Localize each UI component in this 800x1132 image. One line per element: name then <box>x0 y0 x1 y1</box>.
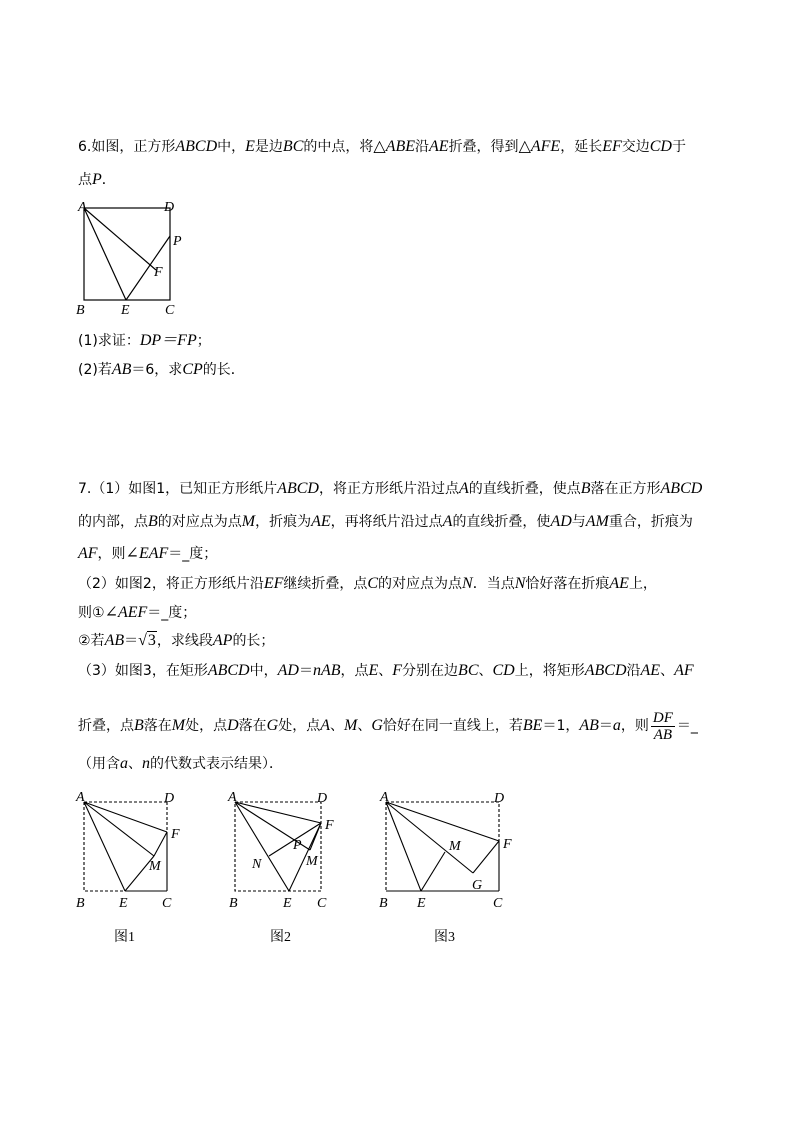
text-span: 、 <box>128 756 142 772</box>
text-span: 上，将矩形 <box>514 663 585 679</box>
text-span: ＝_度； <box>168 546 218 562</box>
q6-intro-line <box>78 137 686 157</box>
q6-text: (2)若 <box>78 362 112 378</box>
fig3-label-f: F <box>503 837 512 852</box>
text-span: 3 <box>147 632 156 649</box>
angle-symbol: ∠ <box>104 604 118 621</box>
text-span: ＝1， <box>542 718 580 734</box>
text-span: M <box>171 717 186 734</box>
q6-text: (1)求证： <box>78 333 140 349</box>
q6-label-p: P <box>173 234 182 249</box>
text-span: AB <box>579 717 599 734</box>
text-span: ＝ <box>598 718 613 734</box>
text-span: 分别在边 <box>402 663 459 679</box>
q6-text: 沿 <box>415 139 430 155</box>
text-span: BC <box>458 662 479 679</box>
text-span: 、 <box>378 663 393 679</box>
text-span: 中， <box>249 663 278 679</box>
text-span: 的直线折叠，使点 <box>468 481 581 497</box>
q6-segment-ep <box>126 236 170 300</box>
fig1-segment-am <box>84 802 154 856</box>
text-span: ＝ <box>298 663 313 679</box>
text-span: 、 <box>357 718 372 734</box>
fig3-segment-em <box>421 852 445 891</box>
fig2-label-c: C <box>317 896 327 911</box>
q6-text: ＝6，求 <box>131 362 183 378</box>
fig2-label-n: N <box>252 857 262 872</box>
fig3-label-c: C <box>493 896 503 911</box>
text-span: 、 <box>330 718 345 734</box>
text-span: 的内部，点 <box>78 514 148 530</box>
q6-text: ． <box>101 172 116 188</box>
text-span: nAB <box>312 662 341 679</box>
text-span: A <box>442 513 453 530</box>
text-span: ABCD <box>584 662 627 679</box>
fig2-label-a: A <box>228 790 237 805</box>
text-span: ，则 <box>620 718 649 734</box>
fig3-segment-gf <box>473 841 499 873</box>
text-span: （用含 <box>78 756 120 772</box>
q7-figure-3 <box>375 788 515 913</box>
text-span: 处，点 <box>278 718 321 734</box>
text-span: 、 <box>478 663 493 679</box>
text-span: D <box>227 717 239 734</box>
q6-text: ，延长 <box>560 139 603 155</box>
text-span: 沿 <box>626 663 641 679</box>
text-span: ，折痕为 <box>255 514 312 530</box>
q6-text: 是边 <box>254 139 283 155</box>
text-span: AF <box>674 662 694 679</box>
q6-figure <box>70 198 190 318</box>
text-span: AF <box>78 545 98 562</box>
q7-line-8 <box>78 708 698 744</box>
text-span: 落在 <box>143 718 172 734</box>
fig1-label-d: D <box>164 791 175 806</box>
q6-text: ； <box>196 333 211 349</box>
text-span: 处，点 <box>185 718 228 734</box>
q7-line-5 <box>78 603 196 623</box>
fig1-label-c: C <box>162 896 172 911</box>
fig3-caption: 图3 <box>434 930 455 945</box>
text-span: B <box>580 480 591 497</box>
q6-label-e: E <box>121 303 130 318</box>
q6-sub2 <box>78 360 245 380</box>
text-span: （2）如图2，将正方形纸片沿 <box>78 576 264 592</box>
q6-sub1 <box>78 331 211 351</box>
q6-text: 折叠，得到 <box>448 139 519 155</box>
q6-var: EF <box>602 138 622 155</box>
fig2-crease-af <box>235 802 321 823</box>
fraction-df-ab <box>651 710 675 743</box>
text-span: B <box>134 717 144 734</box>
text-span: EAF <box>138 545 169 562</box>
text-span: 折叠，点 <box>78 718 134 734</box>
angle-symbol: ∠ <box>125 545 139 562</box>
text-span: ，点 <box>340 663 369 679</box>
q6-segment-ae <box>84 208 126 300</box>
text-span: BE <box>522 717 543 734</box>
text-span: AE <box>609 575 629 592</box>
q6-var: AB <box>111 361 132 378</box>
text-span: 恰好在同一直线上，若 <box>382 718 523 734</box>
q6-text: 6.如图，正方形 <box>78 139 176 155</box>
text-span: AD <box>550 513 572 530</box>
text-span: 恰好落在折痕 <box>525 576 610 592</box>
text-span: a <box>120 755 128 772</box>
text-span: ，则 <box>97 546 126 562</box>
q7-line-3 <box>78 544 217 564</box>
text-span: EF <box>263 575 284 592</box>
fig3-label-d: D <box>494 791 505 806</box>
text-span: AM <box>585 513 609 530</box>
text-span: F <box>392 662 403 679</box>
text-span: 的长； <box>232 633 275 649</box>
fig1-crease-ae <box>84 802 125 891</box>
text-span: AB <box>104 632 125 649</box>
text-span: AE <box>311 513 331 530</box>
text-span: 继续折叠，点 <box>283 576 368 592</box>
fig2-label-f: F <box>325 818 334 833</box>
q7-figure-1 <box>70 788 190 913</box>
text-span: 重合，折痕为 <box>608 514 693 530</box>
q6-segment-af <box>84 208 156 270</box>
q7-figure-2 <box>226 788 346 913</box>
text-span: 的代数式表示结果）． <box>150 756 283 772</box>
text-span: ABCD <box>207 662 250 679</box>
text-span: 7.（1）如图1，已知正方形纸片 <box>78 481 278 497</box>
text-span: 的对应点为点 <box>157 514 242 530</box>
q7-line-7 <box>78 661 694 681</box>
text-span: CD <box>492 662 515 679</box>
triangle-symbol: △ <box>518 138 531 155</box>
text-span: 、 <box>660 663 675 679</box>
text-span: ．当点 <box>472 576 515 592</box>
fig3-label-g: G <box>472 878 483 893</box>
q6-label-f: F <box>154 265 163 280</box>
fig1-crease-af <box>84 802 167 832</box>
fig2-label-m: M <box>306 854 318 869</box>
fig1-label-b: B <box>76 896 85 911</box>
text-span: N <box>514 575 526 592</box>
q6-label-c: C <box>165 303 175 318</box>
q6-label-b: B <box>76 303 85 318</box>
fig2-label-e: E <box>283 896 292 911</box>
fig2-label-d: D <box>317 791 328 806</box>
q6-var: ABCD <box>175 138 218 155</box>
q6-label-a: A <box>78 200 87 215</box>
text-span: AB <box>653 726 673 743</box>
text-span: B <box>148 513 158 530</box>
text-span: N <box>462 575 473 592</box>
q6-var: ABE <box>385 138 416 155</box>
text-span: ，再将纸片沿过点 <box>330 514 443 530</box>
text-span: C <box>367 575 379 592</box>
text-span: （3）如图3，在矩形 <box>78 663 208 679</box>
sqrt-symbol: √3 <box>138 632 156 649</box>
text-span: ，将正方形纸片沿过点 <box>318 481 459 497</box>
fig3-segment-amg <box>386 802 473 873</box>
text-span: M <box>241 513 256 530</box>
q6-var: E <box>245 138 255 155</box>
text-span: ②若 <box>78 633 105 649</box>
text-span: 的对应点为点 <box>378 576 463 592</box>
text-span: ＝_度； <box>147 605 197 621</box>
text-span: AD <box>277 662 299 679</box>
q7-line-9 <box>78 754 283 774</box>
fig3-label-m: M <box>449 839 461 854</box>
q6-text: 于 <box>671 139 686 155</box>
text-span: 则① <box>78 605 105 621</box>
q6-text: 中， <box>217 139 246 155</box>
q7-line-4 <box>78 574 657 594</box>
q6-text: 点 <box>78 172 92 188</box>
q6-text: 交边 <box>621 139 650 155</box>
text-span: ABCD <box>660 480 703 497</box>
text-span: AP <box>212 632 233 649</box>
fig1-label-f: F <box>171 827 180 842</box>
text-span: 与 <box>571 514 586 530</box>
text-span: A <box>320 717 331 734</box>
text-span: 的直线折叠，使 <box>452 514 551 530</box>
text-span: A <box>458 480 469 497</box>
q6-var: AFE <box>530 138 561 155</box>
fig3-label-e: E <box>417 896 426 911</box>
text-span: E <box>368 662 379 679</box>
text-span: 上， <box>628 576 657 592</box>
fig1-label-e: E <box>119 896 128 911</box>
text-span: DF <box>652 709 673 726</box>
text-span: a <box>612 717 621 734</box>
text-span: AEF <box>117 604 148 621</box>
text-span: n <box>142 755 150 772</box>
q6-var: AE <box>429 138 449 155</box>
fig3-crease-af <box>386 802 499 841</box>
q6-var: P <box>92 171 102 188</box>
q6-label-d: D <box>164 200 175 215</box>
text-span: G <box>371 717 383 734</box>
q7-line-6 <box>78 631 274 651</box>
text-span: M <box>344 717 358 734</box>
fig2-label-b: B <box>229 896 238 911</box>
text-span: AE <box>640 662 661 679</box>
text-span: ABCD <box>277 480 319 497</box>
fig2-crease-ae <box>235 802 289 891</box>
text-span: ，求线段 <box>156 633 213 649</box>
text-span: G <box>266 717 279 734</box>
fig2-label-p: P <box>293 838 302 853</box>
fig3-crease-ae <box>386 802 421 891</box>
q6-var: CP <box>182 361 203 378</box>
q6-var: CD <box>649 138 672 155</box>
q7-line-2 <box>78 512 693 532</box>
text-span: 落在 <box>238 718 267 734</box>
text-span: ＝ <box>124 633 139 649</box>
q6-text: 的中点，将 <box>303 139 374 155</box>
fig1-label-a: A <box>76 790 85 805</box>
triangle-symbol: △ <box>373 138 386 155</box>
fig1-label-m: M <box>149 859 161 874</box>
q6-var: BC <box>282 138 304 155</box>
text-span: ＝_ <box>676 718 698 734</box>
q7-line-1 <box>78 479 702 499</box>
q6-text: 的长． <box>202 362 245 378</box>
fig2-caption: 图2 <box>270 930 291 945</box>
fig1-caption: 图1 <box>114 930 135 945</box>
text-span: 落在正方形 <box>590 481 661 497</box>
q6-intro-line-2 <box>78 170 116 190</box>
q6-expr: DP＝FP <box>139 332 197 349</box>
fig1-segment-mf <box>154 832 167 856</box>
fig3-label-b: B <box>379 896 388 911</box>
fig3-label-a: A <box>380 790 389 805</box>
fig2-square-dashed <box>235 802 321 891</box>
